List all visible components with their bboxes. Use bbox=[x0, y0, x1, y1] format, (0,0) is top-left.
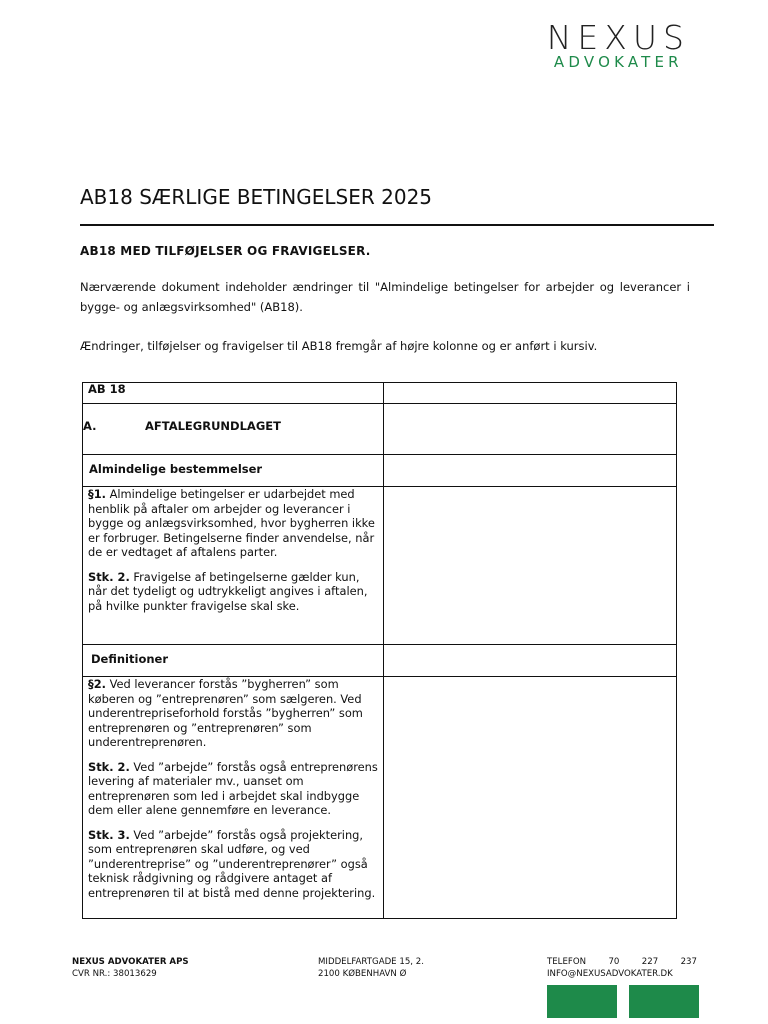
paragraph-text: Fravigelse af betingelserne gælder kun, når det tydeligt og udtrykkeligt angives i aftalen, på hvilke punkter fravigelse skal ske. bbox=[88, 569, 368, 613]
footer-address-line2: 2100 KØBENHAVN Ø bbox=[318, 969, 407, 979]
table-subheading-row bbox=[83, 645, 677, 677]
changes-column-cell bbox=[384, 645, 677, 677]
general-provisions-heading-cell bbox=[83, 455, 384, 487]
footer-email[interactable]: INFO@NEXUSADVOKATER.DK bbox=[547, 969, 673, 979]
general-provisions-heading: Almindelige bestemmelser bbox=[89, 462, 263, 476]
footer-company bbox=[72, 956, 189, 980]
table-header-label: AB 18 bbox=[88, 382, 126, 396]
paragraph-1-stk-2 bbox=[88, 570, 378, 614]
footer-phone-label: TELEFON bbox=[547, 957, 587, 967]
footer-company-name: NEXUS ADVOKATER APS bbox=[72, 957, 189, 967]
footer-accent-block bbox=[629, 985, 699, 1018]
logo-subtitle: ADVOKATER bbox=[553, 53, 683, 71]
paragraph-number: Stk. 2. bbox=[88, 759, 130, 774]
table-row bbox=[83, 487, 677, 645]
table-section-row bbox=[83, 404, 677, 455]
paragraph-1 bbox=[88, 487, 378, 560]
paragraph-2-stk-3 bbox=[88, 828, 378, 901]
changes-column-cell bbox=[384, 677, 677, 919]
definitions-heading-cell bbox=[83, 645, 384, 677]
paragraph-number: §2. bbox=[88, 677, 106, 691]
footer-address bbox=[318, 956, 424, 980]
paragraph-text: Almindelige betingelser er udarbejdet med henblik på aftaler om arbejder og leverancer i bygge og anlægsvirksomhed, hvor bygherren ikke er forbruger. Betingelserne finder anvendelse, når de er vedtaget af aftalens parter. bbox=[88, 487, 375, 559]
paragraph-text: Ved ”arbejde” forstås også entreprenørens levering af materialer mv., uanset om entreprenøren som led i arbejdet skal indbygge dem eller alene gennemføre en leverance. bbox=[88, 759, 378, 817]
intro-note: Ændringer, tilføjelser og fravigelser til AB18 fremgår af højre kolonne og er anført i kursiv. bbox=[80, 339, 598, 353]
company-logo bbox=[547, 20, 690, 70]
paragraph-number: Stk. 2. bbox=[88, 569, 130, 584]
footer-phone bbox=[547, 956, 697, 968]
footer-cvr: CVR NR.: 38013629 bbox=[72, 969, 157, 979]
intro-paragraph: Nærværende dokument indeholder ændringer til "Almindelige betingelser for arbejder og leverancer i bygge- og anlægsvirksomhed" (AB18). bbox=[80, 280, 690, 314]
changes-column-cell bbox=[384, 487, 677, 645]
document-title: AB18 SÆRLIGE BETINGELSER 2025 bbox=[80, 185, 433, 209]
paragraph-text: Ved ”arbejde” forstås også projektering, som entreprenøren skal udføre, og ved ”underentreprise” og ”underentreprenører” også teknisk rådgivning og rådgivere antaget af entreprenøren til at bistå med denne projektering. bbox=[88, 827, 376, 900]
footer-accent-block bbox=[547, 985, 617, 1018]
paragraph-text: Ved leverancer forstås ”bygherren” som køberen og ”entreprenøren” som sælgeren. Ved underentrepriseforhold forstås ”bygherren” som entreprenøren og ”entreprenøren” som underentreprenøren. bbox=[88, 677, 363, 749]
table-header-cell bbox=[83, 383, 384, 404]
footer-phone-part: 70 bbox=[608, 957, 620, 967]
section-title-cell bbox=[83, 404, 384, 455]
definitions-heading: Definitioner bbox=[91, 652, 168, 666]
footer-address-line1: MIDDELFARTGADE 15, 2. bbox=[318, 957, 424, 967]
footer-phone-part: 237 bbox=[680, 957, 697, 967]
paragraph-number: §1. bbox=[88, 487, 106, 501]
changes-column-cell bbox=[384, 455, 677, 487]
terms-table bbox=[82, 382, 677, 919]
paragraph-2 bbox=[88, 677, 378, 750]
paragraph-number: Stk. 3. bbox=[88, 827, 130, 842]
changes-column-cell bbox=[384, 383, 677, 404]
paragraph-2-stk-2 bbox=[88, 760, 378, 818]
section-title: AFTALEGRUNDLAGET bbox=[145, 419, 281, 433]
table-row bbox=[83, 677, 677, 919]
footer-contact bbox=[547, 956, 697, 980]
section-letter: A. bbox=[83, 419, 97, 433]
logo-wordmark: NEXUS bbox=[546, 18, 690, 57]
document-subheading: AB18 MED TILFØJELSER OG FRAVIGELSER. bbox=[80, 244, 371, 258]
paragraph-cell bbox=[83, 487, 384, 645]
changes-column-cell bbox=[384, 404, 677, 455]
title-divider bbox=[80, 224, 714, 226]
table-header-row bbox=[83, 383, 677, 404]
table-subheading-row bbox=[83, 455, 677, 487]
footer-phone-part: 227 bbox=[641, 957, 659, 967]
paragraph-cell bbox=[83, 677, 384, 919]
